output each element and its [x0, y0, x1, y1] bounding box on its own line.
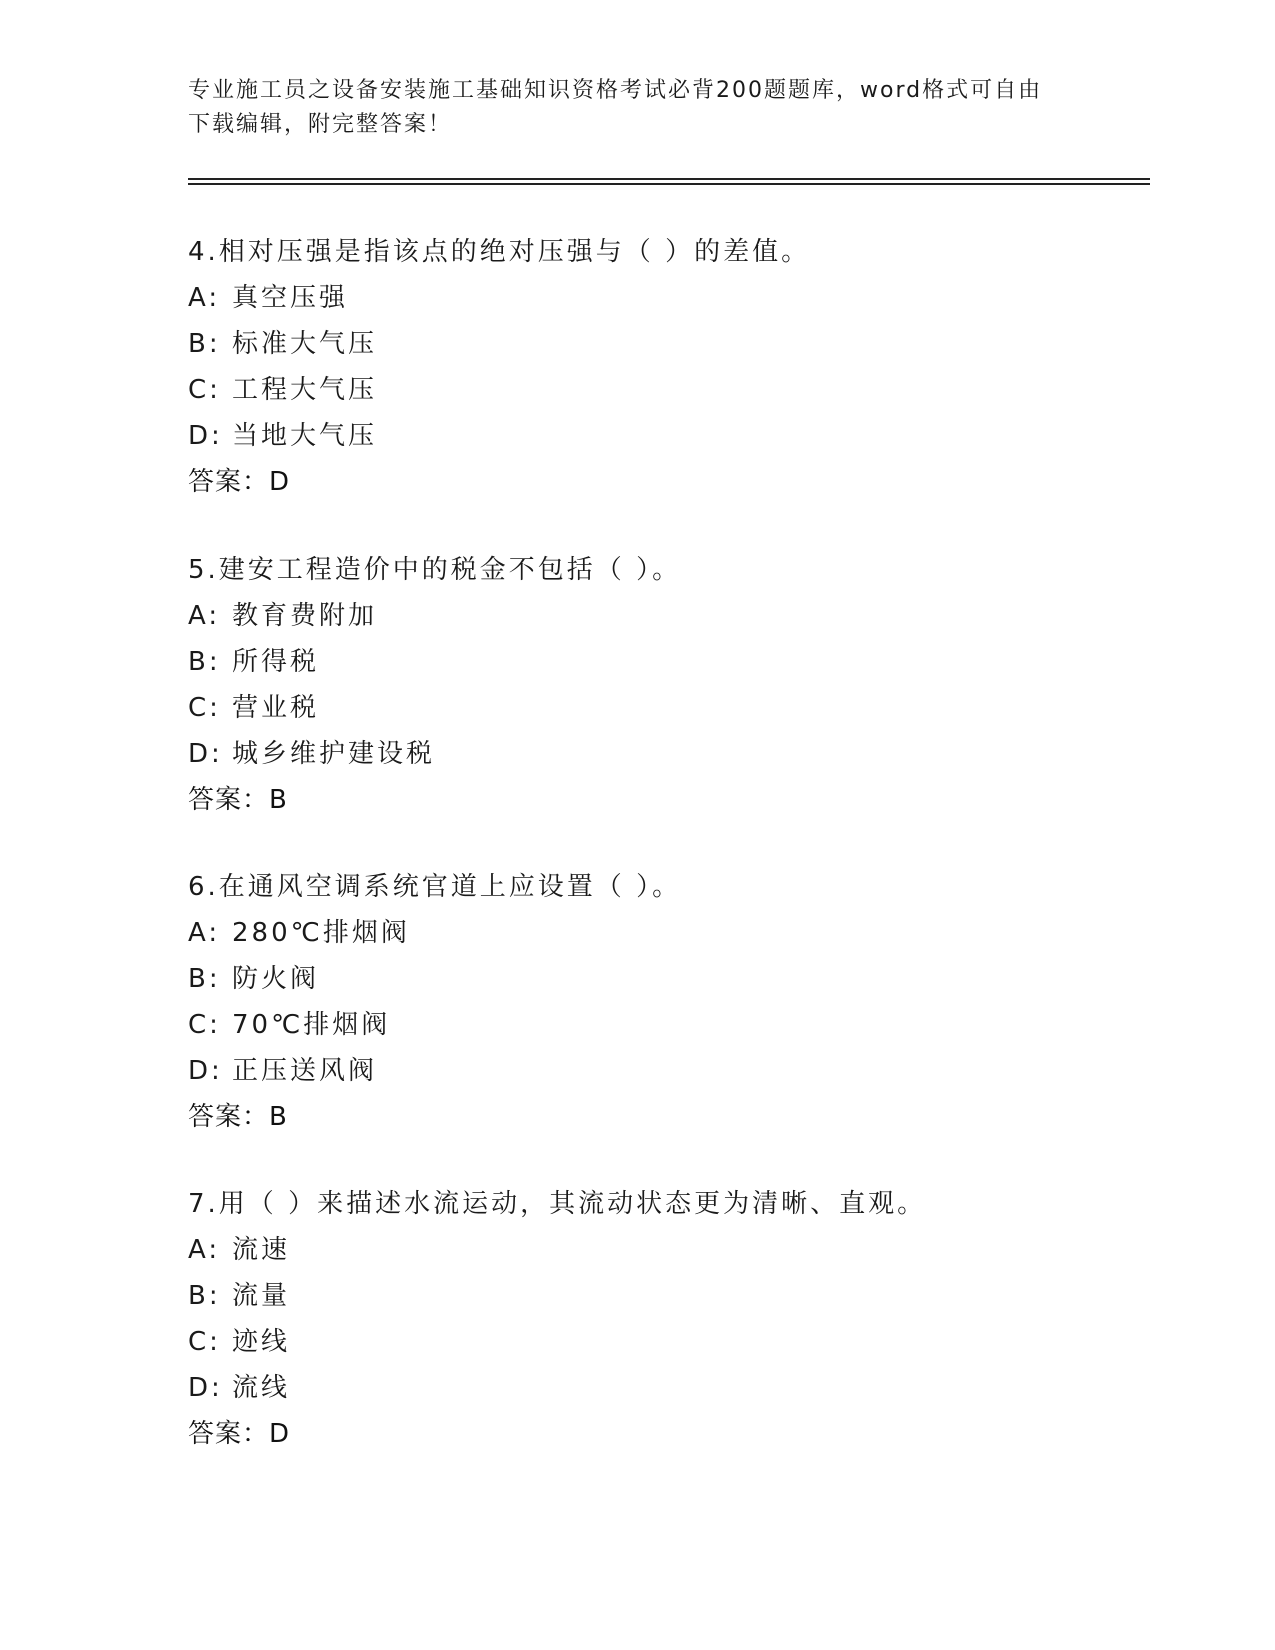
option-text: 70℃排烟阀: [232, 1010, 391, 1040]
option-text: 工程大气压: [232, 375, 378, 405]
option-key: B:: [188, 329, 221, 359]
option-key: D:: [188, 1056, 223, 1086]
option-text: 标准大气压: [232, 329, 378, 359]
option-c: [188, 1002, 1148, 1048]
option-key: A:: [188, 283, 221, 313]
option-key: B:: [188, 964, 221, 994]
header-divider-bottom: [188, 183, 1150, 185]
answer-label: 答案：: [188, 1419, 270, 1449]
option-c: [188, 1319, 1148, 1365]
answer-line: [188, 459, 1148, 505]
option-key: C:: [188, 693, 221, 723]
header-divider-top: [188, 178, 1150, 180]
option-key: C:: [188, 1327, 221, 1357]
option-key: B:: [188, 647, 221, 677]
question-7: [188, 1181, 1148, 1457]
option-key: D:: [188, 421, 223, 451]
question-stem: 4.相对压强是指该点的绝对压强与（ ）的差值。: [188, 237, 811, 267]
option-text: 真空压强: [232, 283, 349, 313]
option-text: 流线: [232, 1373, 291, 1403]
answer-label: 答案：: [188, 1102, 270, 1132]
option-b: [188, 321, 1148, 367]
answer-line: [188, 1411, 1148, 1457]
option-c: [188, 685, 1148, 731]
option-text: 迹线: [232, 1327, 291, 1357]
answer-label: 答案：: [188, 785, 270, 815]
option-a: [188, 1227, 1148, 1273]
option-text: 正压送风阀: [232, 1056, 378, 1086]
option-d: [188, 731, 1148, 777]
option-key: A:: [188, 918, 221, 948]
question-stem: 6.在通风空调系统官道上应设置（ ）。: [188, 872, 682, 902]
question-4: [188, 229, 1148, 505]
answer-line: [188, 777, 1148, 823]
option-d: [188, 413, 1148, 459]
option-text: 教育费附加: [232, 601, 378, 631]
option-text: 当地大气压: [232, 421, 378, 451]
question-stem: 7.用（ ）来描述水流运动，其流动状态更为清晰、直观。: [188, 1189, 927, 1219]
header-line-1: 专业施工员之设备安装施工基础知识资格考试必背200题题库，word格式可自由: [188, 78, 1043, 103]
option-b: [188, 956, 1148, 1002]
answer-value: D: [269, 467, 291, 497]
option-text: 280℃排烟阀: [232, 918, 410, 948]
option-text: 流速: [232, 1235, 291, 1265]
answer-label: 答案：: [188, 467, 270, 497]
option-text: 流量: [232, 1281, 291, 1311]
option-text: 营业税: [232, 693, 320, 723]
header-line-2: 下载编辑，附完整答案！: [188, 112, 453, 137]
option-d: [188, 1365, 1148, 1411]
question-6: [188, 864, 1148, 1140]
document-header: [188, 74, 1088, 142]
option-a: [188, 593, 1148, 639]
option-text: 城乡维护建设税: [232, 739, 436, 769]
option-key: C:: [188, 375, 221, 405]
option-c: [188, 367, 1148, 413]
answer-value: D: [269, 1419, 291, 1449]
option-key: C:: [188, 1010, 221, 1040]
option-d: [188, 1048, 1148, 1094]
option-a: [188, 275, 1148, 321]
answer-value: B: [269, 785, 288, 815]
option-key: A:: [188, 1235, 221, 1265]
answer-value: B: [269, 1102, 288, 1132]
option-text: 防火阀: [232, 964, 320, 994]
option-key: B:: [188, 1281, 221, 1311]
option-b: [188, 1273, 1148, 1319]
option-key: D:: [188, 739, 223, 769]
answer-line: [188, 1094, 1148, 1140]
question-stem: 5.建安工程造价中的税金不包括（ ）。: [188, 555, 682, 585]
option-b: [188, 639, 1148, 685]
option-a: [188, 910, 1148, 956]
option-text: 所得税: [232, 647, 320, 677]
question-5: [188, 547, 1148, 823]
option-key: D:: [188, 1373, 223, 1403]
option-key: A:: [188, 601, 221, 631]
